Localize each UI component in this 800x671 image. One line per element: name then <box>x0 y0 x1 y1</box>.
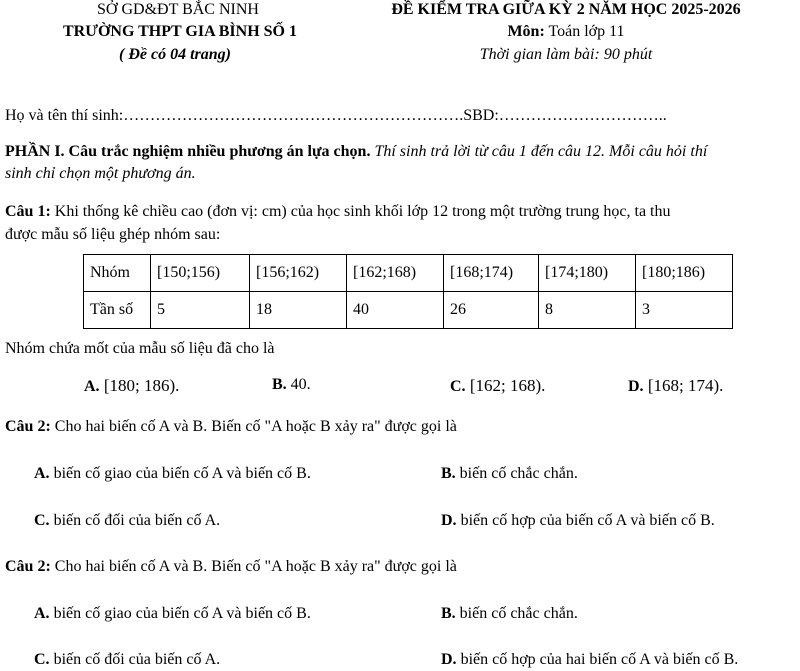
q1-text-line1 <box>5 203 671 221</box>
option-label: C. <box>450 378 466 395</box>
table-cell: [162;168) <box>347 255 444 292</box>
frequency-table <box>83 254 733 329</box>
option-text: biến cố chắc chắn. <box>455 465 578 482</box>
option-text: [162; 168). <box>465 376 546 395</box>
part1-instruction-2: sinh chỉ chọn một phương án. <box>5 165 196 182</box>
department-name: SỞ GD&ĐT BẮC NINH <box>97 1 259 18</box>
q2-option-a[interactable] <box>34 465 311 483</box>
student-info-line: Họ và tên thí sinh:……………………………………………………….SBD:………………………….. <box>5 107 667 124</box>
option-label: B. <box>272 376 287 393</box>
option-text: biến cố chắc chắn. <box>455 605 578 622</box>
q2-repeat-text <box>5 558 457 576</box>
q2-repeat-option-b[interactable] <box>441 605 578 623</box>
q2-repeat-label: Câu 2: <box>5 558 51 575</box>
q2-text <box>5 418 457 436</box>
table-cell: 26 <box>444 292 539 329</box>
table-header-group: Nhóm <box>84 255 151 292</box>
q1-option-b[interactable] <box>272 376 311 394</box>
q2-label: Câu 2: <box>5 418 51 435</box>
table-cell: [156;162) <box>250 255 347 292</box>
q2-repeat-stem: Cho hai biến cố A và B. Biến cố "A hoặc B xảy ra" được gọi là <box>50 558 457 575</box>
option-label: D. <box>628 378 644 395</box>
option-label: D. <box>441 512 457 529</box>
option-text: [168; 174). <box>643 376 724 395</box>
q2-option-c[interactable] <box>34 512 220 530</box>
time-note: Thời gian làm bài: 90 phút <box>479 46 653 63</box>
table-cell: 18 <box>250 292 347 329</box>
option-label: A. <box>34 465 50 482</box>
q1-option-a[interactable] <box>84 376 179 396</box>
subject-value: Toán lớp 11 <box>544 23 625 40</box>
option-label: D. <box>441 651 457 668</box>
table-cell: [150;156) <box>151 255 250 292</box>
table-row <box>84 292 733 329</box>
option-label: A. <box>84 378 100 395</box>
q2-repeat-option-a[interactable] <box>34 605 311 623</box>
table-cell: 5 <box>151 292 250 329</box>
option-text: biến cố hợp của biến cố A và biến cố B. <box>456 512 715 529</box>
option-label: C. <box>34 512 50 529</box>
part1-instruction-1: Thí sinh trả lời từ câu 1 đến câu 12. Mỗi câu hỏi thí <box>370 143 708 160</box>
subject-label: Môn: <box>507 23 545 40</box>
q2-stem: Cho hai biến cố A và B. Biến cố "A hoặc B xảy ra" được gọi là <box>50 418 457 435</box>
table-cell: 40 <box>347 292 444 329</box>
part1-title: PHẦN I. Câu trắc nghiệm nhiều phương án lựa chọn. <box>5 143 371 160</box>
table-cell: [180;186) <box>636 255 733 292</box>
option-text: [180; 186). <box>99 376 180 395</box>
option-text: 40. <box>286 376 311 393</box>
table-row <box>84 255 733 292</box>
q1-option-c[interactable] <box>450 376 545 396</box>
option-text: biến cố giao của biến cố A và biến cố B. <box>49 605 311 622</box>
q2-option-d[interactable] <box>441 512 715 530</box>
school-name: TRƯỜNG THPT GIA BÌNH SỐ 1 <box>63 23 297 40</box>
q1-question: Nhóm chứa mốt của mẫu số liệu đã cho là <box>5 340 275 357</box>
q2-repeat-option-d[interactable] <box>441 651 738 669</box>
q1-text-line2: được mẫu số liệu ghép nhóm sau: <box>5 226 221 243</box>
q2-option-b[interactable] <box>441 465 578 483</box>
q1-label: Câu 1: <box>5 203 51 220</box>
subject-line <box>336 23 796 41</box>
table-cell: [168;174) <box>444 255 539 292</box>
option-label: B. <box>441 605 456 622</box>
option-label: B. <box>441 465 456 482</box>
option-text: biến cố hợp của hai biến cố A và biến cố B. <box>456 651 739 668</box>
option-text: biến cố đối của biến cố A. <box>49 651 221 668</box>
q2-repeat-option-c[interactable] <box>34 651 220 669</box>
option-label: A. <box>34 605 50 622</box>
q1-text1: Khi thống kê chiều cao (đơn vị: cm) của học sinh khối lớp 12 trong một trường trung học, ta thu <box>50 203 671 220</box>
table-cell: 8 <box>539 292 636 329</box>
option-text: biến cố giao của biến cố A và biến cố B. <box>49 465 311 482</box>
exam-title: ĐỀ KIỂM TRA GIỮA KỲ 2 NĂM HỌC 2025-2026 <box>391 1 741 18</box>
option-text: biến cố đối của biến cố A. <box>49 512 221 529</box>
option-label: C. <box>34 651 50 668</box>
table-cell: 3 <box>636 292 733 329</box>
pages-note: ( Đề có 04 trang) <box>119 46 231 63</box>
table-cell: [174;180) <box>539 255 636 292</box>
table-header-frequency: Tần số <box>84 292 151 329</box>
part1-heading <box>5 143 707 161</box>
q1-option-d[interactable] <box>628 376 723 396</box>
